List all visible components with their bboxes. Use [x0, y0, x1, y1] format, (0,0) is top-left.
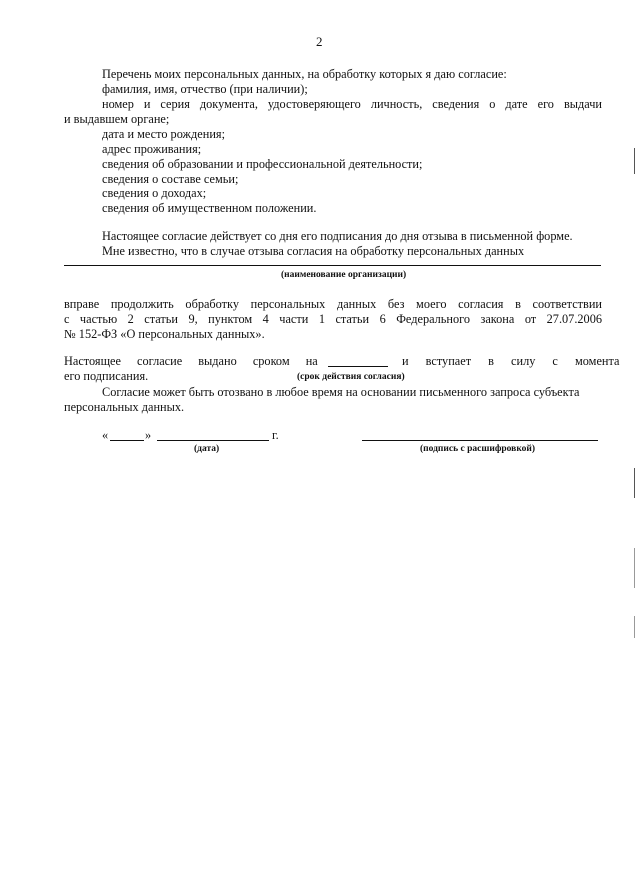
- list-item: и выдавшем органе;: [64, 112, 170, 126]
- scan-edge-mark: [634, 548, 635, 588]
- list-item: номер и серия документа, удостоверяющего личность, сведения о дате его выдачи: [102, 97, 602, 111]
- list-item: фамилия, имя, отчество (при наличии);: [102, 82, 308, 96]
- revoke-text-line: персональных данных.: [64, 400, 185, 414]
- term-text-end: и вступает в силу с момента: [402, 354, 620, 368]
- term-text-line2: его подписания.: [64, 369, 149, 383]
- date-quote-open: «: [102, 428, 109, 442]
- date-caption: (дата): [194, 444, 220, 454]
- date-month-field[interactable]: [157, 440, 269, 441]
- signature-caption: (подпись с расшифровкой): [420, 444, 536, 454]
- date-day-field[interactable]: [110, 440, 144, 441]
- validity-statement: Настоящее согласие действует со дня его подписания до дня отзыва в письменной форме.: [102, 229, 573, 243]
- date-quote-close: »: [145, 428, 152, 442]
- organization-name-caption: (наименование организации): [281, 270, 407, 280]
- scan-edge-mark: [634, 468, 635, 498]
- continue-text-line: с частью 2 статьи 9, пунктом 4 части 1 статьи 6 Федерального закона от 27.07.2006: [64, 312, 602, 326]
- term-blank-field[interactable]: [328, 366, 388, 367]
- continue-text-line: № 152-ФЗ «О персональных данных».: [64, 327, 265, 341]
- revoke-text-line: Согласие может быть отозвано в любое время на основании письменного запроса субъекта: [102, 385, 580, 399]
- list-item: дата и место рождения;: [102, 127, 225, 141]
- list-item: сведения о доходах;: [102, 186, 207, 200]
- page-number: 2: [316, 34, 323, 49]
- list-item: адрес проживания;: [102, 142, 202, 156]
- list-item: сведения о составе семьи;: [102, 172, 239, 186]
- list-item: сведения об имущественном положении.: [102, 201, 317, 215]
- scan-edge-mark: [634, 616, 635, 638]
- withdrawal-statement: Мне известно, что в случае отзыва согласия на обработку персональных данных: [102, 244, 525, 258]
- personal-data-intro: Перечень моих персональных данных, на обработку которых я даю согласие:: [102, 67, 507, 81]
- signature-field[interactable]: [362, 440, 598, 441]
- list-item: сведения об образовании и профессиональной деятельности;: [102, 157, 423, 171]
- term-caption: (срок действия согласия): [297, 372, 405, 382]
- continue-text-line: вправе продолжить обработку персональных данных без моего согласия в соответствии: [64, 297, 602, 311]
- scan-edge-mark: [634, 148, 635, 174]
- organization-name-line[interactable]: [64, 265, 601, 266]
- date-year-suffix: г.: [272, 428, 279, 442]
- term-text-start: Настоящее согласие выдано сроком на: [64, 354, 318, 368]
